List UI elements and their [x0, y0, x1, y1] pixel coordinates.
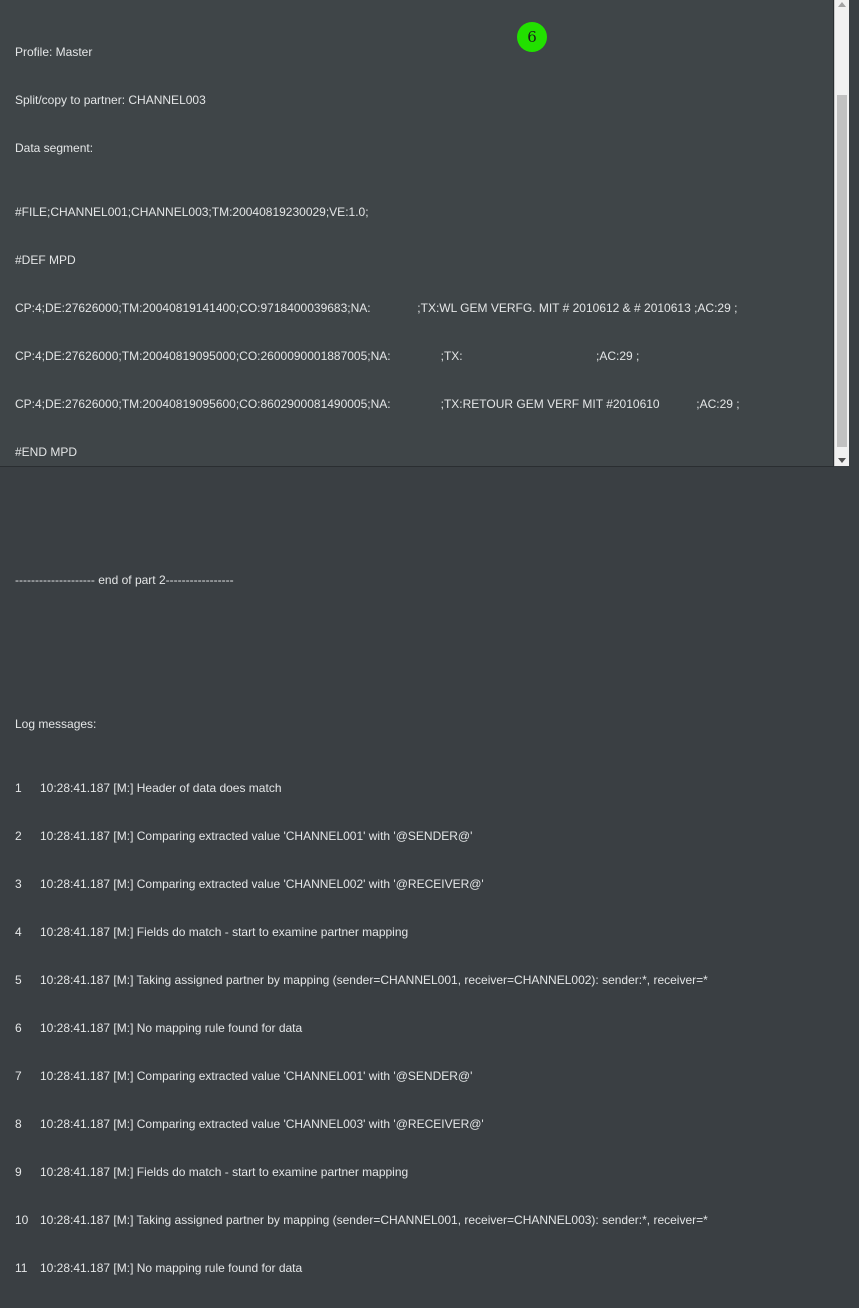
- split-copy-text: Split/copy to partner: CHANNEL003: [15, 93, 206, 107]
- log-entry-number: 5: [15, 973, 22, 987]
- log-entry: [15, 876, 830, 892]
- log-entry-number: 4: [15, 925, 22, 939]
- log-entry-number: 10: [15, 1213, 29, 1227]
- log-entry-number: 7: [15, 1069, 22, 1083]
- log-entry: [15, 1116, 830, 1132]
- log-entry-text: 10:28:41.187 [M:] Header of data does match: [40, 781, 282, 795]
- outer-frame: [849, 0, 859, 474]
- step-marker-badge: 6: [517, 22, 547, 52]
- scroll-up-arrow-icon[interactable]: [838, 2, 846, 7]
- log-entry-text: 10:28:41.187 [M:] Fields do match - start to examine partner mapping: [40, 1165, 409, 1179]
- log-entry: [15, 924, 830, 940]
- log-content: [15, 12, 830, 1308]
- log-entry-number: 1: [15, 781, 22, 795]
- data-segment-line: #FILE;CHANNEL001;CHANNEL003;TM:20040819230029;VE:1.0;: [15, 205, 369, 219]
- log-messages-label: Log messages:: [15, 717, 97, 731]
- data-segment-line: CP:4;DE:27626000;TM:20040819095600;CO:8602900081490005;NA: ;TX:RETOUR GEM VERF MIT #2010610 ;AC:29 ;: [15, 397, 740, 411]
- log-entry-text: 10:28:41.187 [M:] Comparing extracted value 'CHANNEL001' with '@SENDER@': [40, 1069, 473, 1083]
- end-of-part-separator: -------------------- end of part 2-----------------: [15, 573, 234, 587]
- data-segment-line: CP:4;DE:27626000;TM:20040819095000;CO:2600090001887005;NA: ;TX: ;AC:29 ;: [15, 349, 640, 363]
- log-entry: [15, 1164, 830, 1180]
- scrollbar-thumb[interactable]: [837, 95, 847, 447]
- log-entry-number: 9: [15, 1165, 22, 1179]
- log-entry: [15, 1020, 830, 1036]
- log-entry-text: 10:28:41.187 [M:] Comparing extracted value 'CHANNEL001' with '@SENDER@': [40, 829, 473, 843]
- log-entry: [15, 1260, 830, 1276]
- data-segment-line: #END MPD: [15, 445, 78, 459]
- log-entry-number: 8: [15, 1117, 22, 1131]
- log-entry-number: 11: [15, 1261, 28, 1275]
- log-entry-number: 6: [15, 1021, 22, 1035]
- spacer: [15, 508, 830, 540]
- scroll-down-arrow-icon[interactable]: [838, 458, 846, 463]
- log-entry-number: 2: [15, 829, 22, 843]
- data-segment-label: Data segment:: [15, 141, 94, 155]
- spacer: [15, 620, 830, 668]
- log-entry: [15, 1068, 830, 1084]
- log-entry: [15, 1212, 830, 1228]
- log-entry-text: 10:28:41.187 [M:] Taking assigned partner by mapping (sender=CHANNEL001, receiver=CHANNEL003): sender:*, receiver=*: [40, 1213, 708, 1227]
- log-entry: [15, 780, 830, 796]
- log-entry-text: 10:28:41.187 [M:] Comparing extracted value 'CHANNEL003' with '@RECEIVER@': [40, 1117, 484, 1131]
- profile-text: Profile: Master: [15, 45, 93, 59]
- log-entry: [15, 972, 830, 988]
- log-entry-text: 10:28:41.187 [M:] Fields do match - start to examine partner mapping: [40, 925, 409, 939]
- log-entry-text: 10:28:41.187 [M:] Taking assigned partner by mapping (sender=CHANNEL001, receiver=CHANNEL002): sender:*, receiver=*: [40, 973, 708, 987]
- log-entry-text: 10:28:41.187 [M:] No mapping rule found for data: [40, 1021, 303, 1035]
- log-entry-number: 3: [15, 877, 22, 891]
- data-segment-line: #DEF MPD: [15, 253, 76, 267]
- log-entry: [15, 828, 830, 844]
- data-segment-line: CP:4;DE:27626000;TM:20040819141400;CO:9718400039683;NA: ;TX:WL GEM VERFG. MIT # 2010612 & # 2010613 ;AC:29 ;: [15, 301, 738, 315]
- log-entry-text: 10:28:41.187 [M:] Comparing extracted value 'CHANNEL002' with '@RECEIVER@': [40, 877, 484, 891]
- vertical-scrollbar[interactable]: [834, 0, 849, 466]
- log-entry-text: 10:28:41.187 [M:] No mapping rule found for data: [40, 1261, 303, 1275]
